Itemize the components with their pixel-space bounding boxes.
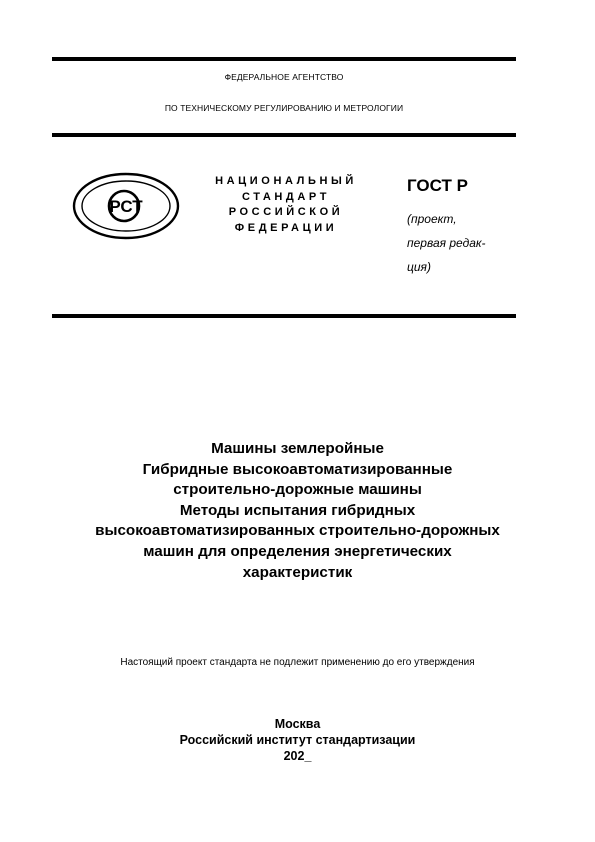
agency-line-1: ФЕДЕРАЛЬНОЕ АГЕНТСТВО [224,72,344,82]
agency-line-2: ПО ТЕХНИЧЕСКОМУ РЕГУЛИРОВАНИЮ И МЕТРОЛОГИИ [164,103,404,113]
imprint [60,716,535,764]
title-line-5: высокоавтоматизированных строительно-дорожных [95,522,500,540]
gost-note-line-3: ция) [407,260,431,274]
title-line-3: строительно-дорожные машины [173,481,422,499]
top-rule [52,57,516,61]
gost-code: ГОСТ Р [407,176,468,195]
header-rule [52,133,516,137]
gost-draft-note [407,207,517,279]
header-bottom-rule [52,314,516,318]
national-line-1: НАЦИОНАЛЬНЫЙ [215,175,357,187]
national-line-2: СТАНДАРТ [241,190,331,203]
rst-logo-icon [72,172,180,240]
title-line-6: машин для определения энергетических [143,542,452,560]
title-line-7: характеристик [242,563,353,581]
national-line-3: РОССИЙСКОЙ [228,206,344,218]
gost-note-line-1: (проект, [407,212,457,226]
national-line-4: ФЕДЕРАЦИИ [234,221,338,234]
imprint-publisher: Российский институт стандартизации [179,733,416,747]
draft-notice: Настоящий проект стандарта не подлежит применению до его утверждения [120,657,475,668]
document-title [30,439,565,583]
national-standard-block [196,174,376,236]
title-line-2: Гибридные высокоавтоматизированные [142,460,453,478]
gost-note-line-2: первая редак- [407,236,486,250]
imprint-city: Москва [274,717,321,731]
imprint-year: 202_ [283,749,312,763]
title-line-4: Методы испытания гибридных [179,501,416,519]
title-line-1: Машины землеройные [211,440,384,457]
logo-text: РСТ [109,197,143,216]
